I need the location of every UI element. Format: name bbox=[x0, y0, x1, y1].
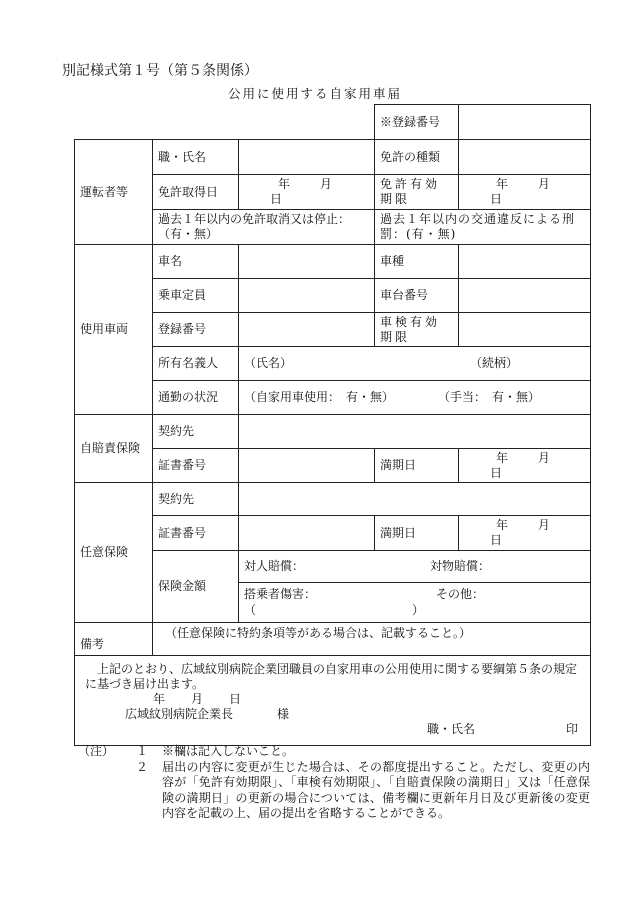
license-type-label: 免許の種類 bbox=[375, 140, 459, 175]
registration-value[interactable] bbox=[459, 105, 591, 140]
voluntary-cert-label: 証書番号 bbox=[153, 516, 239, 551]
note-text: 届出の内容に変更が生じた場合は、その都度提出すること。ただし、変更の内容が「免許有効期限」、「車検有効期限」、「自賠責保険の満期日」又は「任意保険の満期日」の更新の場合については、備考欄に更新年月日及び更新後の変更内容を記載の上、届の提出を省略することができる。 bbox=[162, 759, 590, 821]
vehicle-type-value[interactable] bbox=[459, 245, 591, 279]
commute-allowance: （手当： 有・無） bbox=[438, 390, 541, 404]
reg-no-label: 登録番号 bbox=[153, 313, 239, 347]
commute-car: （自家用車使用： 有・無） bbox=[244, 390, 395, 404]
date-day: 日 bbox=[270, 192, 283, 206]
compulsory-insurer-value[interactable] bbox=[239, 415, 591, 449]
addressee: 広域紋別病院企業長 bbox=[125, 707, 234, 721]
compulsory-insurer-label: 契約先 bbox=[153, 415, 239, 449]
voluntary-cert-value[interactable] bbox=[239, 516, 375, 551]
property-liability-label: 対物賠償： bbox=[430, 559, 491, 573]
vehicle-type-label: 車種 bbox=[375, 245, 459, 279]
insurance-amount-label: 保険金額 bbox=[153, 551, 239, 623]
driver-name-label: 職・氏名 bbox=[153, 140, 239, 175]
application-form-table bbox=[74, 104, 591, 746]
date-month: 月 bbox=[537, 450, 550, 465]
past-violation[interactable]: 過去１年以内の交通違反による刑罰：(有・無) bbox=[375, 210, 591, 245]
other-coverage-label: その他： bbox=[436, 586, 485, 601]
past-revocation[interactable]: 過去１年以内の免許取消又は停止：（有・無） bbox=[153, 210, 375, 245]
notes-head: （注） bbox=[78, 744, 115, 758]
voluntary-expiry-value[interactable] bbox=[459, 516, 591, 551]
owner-label: 所有名義人 bbox=[153, 347, 239, 381]
owner-value[interactable] bbox=[239, 347, 591, 381]
note-text: ※欄は記入しないこと。 bbox=[162, 744, 295, 758]
honorific: 様 bbox=[277, 707, 290, 721]
owner-relation-label: （続柄） bbox=[470, 356, 519, 370]
date-month: 月 bbox=[191, 692, 204, 706]
note-number: １ bbox=[136, 744, 149, 758]
chassis-label: 車台番号 bbox=[375, 279, 459, 313]
bodily-liability-label: 対人賠償： bbox=[244, 559, 305, 573]
commute-value[interactable] bbox=[239, 381, 591, 415]
remarks-value[interactable]: （任意保険に特約条項等がある場合は、記載すること。） bbox=[153, 623, 591, 656]
owner-name-label: （氏名） bbox=[244, 356, 293, 370]
voluntary-insurer-value[interactable] bbox=[239, 483, 591, 516]
date-month: 月 bbox=[537, 177, 550, 191]
voluntary-section-label: 任意保険 bbox=[75, 483, 153, 623]
passenger-injury-label: 搭乗者傷害： bbox=[244, 586, 317, 601]
compulsory-section-label: 自賠責保険 bbox=[75, 415, 153, 483]
voluntary-expiry-label: 満期日 bbox=[375, 516, 459, 551]
compulsory-cert-value[interactable] bbox=[239, 449, 375, 483]
license-type-value[interactable] bbox=[459, 140, 591, 175]
date-year: 年 bbox=[496, 450, 509, 465]
license-date-value[interactable] bbox=[239, 175, 375, 210]
notes-section bbox=[78, 744, 590, 822]
signer-label[interactable]: 職・氏名 bbox=[427, 722, 476, 736]
capacity-value[interactable] bbox=[239, 279, 375, 313]
commute-label: 通勤の状況 bbox=[153, 381, 239, 415]
chassis-value[interactable] bbox=[459, 279, 591, 313]
inspection-value[interactable] bbox=[459, 313, 591, 347]
date-year: 年 bbox=[153, 692, 166, 706]
date-year: 年 bbox=[496, 177, 509, 191]
driver-section-label: 運転者等 bbox=[75, 140, 153, 245]
blank-cell bbox=[75, 105, 375, 140]
form-title: 公用に使用する自家用車届 bbox=[227, 86, 402, 101]
compulsory-expiry-label: 満期日 bbox=[375, 449, 459, 483]
date-month: 月 bbox=[319, 177, 332, 191]
liability-coverage[interactable] bbox=[239, 551, 591, 583]
reg-no-value[interactable] bbox=[239, 313, 375, 347]
declaration-text: 上記のとおり、広域紋別病院企業団職員の自家用車の公用使用に関する要綱第５条の規定に基づき届け出ます。 bbox=[85, 662, 578, 691]
form-id: 別記様式第１号（第５条関係） bbox=[62, 63, 258, 79]
remarks-label: 備考 bbox=[75, 623, 153, 656]
date-day: 日 bbox=[490, 533, 503, 547]
note-number: ２ bbox=[136, 759, 149, 774]
date-day: 日 bbox=[490, 192, 503, 206]
other-coverage[interactable] bbox=[239, 583, 591, 623]
declaration-block bbox=[75, 656, 591, 746]
license-expiry-label: 免許有効期限 bbox=[375, 175, 459, 210]
date-day: 日 bbox=[229, 692, 242, 706]
compulsory-cert-label: 証書番号 bbox=[153, 449, 239, 483]
vehicle-name-value[interactable] bbox=[239, 245, 375, 279]
vehicle-section-label: 使用車両 bbox=[75, 245, 153, 415]
driver-name-value[interactable] bbox=[239, 140, 375, 175]
date-day: 日 bbox=[490, 465, 503, 480]
passenger-detail-paren: （ ） bbox=[244, 602, 425, 617]
capacity-label: 乗車定員 bbox=[153, 279, 239, 313]
date-year: 年 bbox=[278, 177, 291, 191]
compulsory-expiry-value[interactable] bbox=[459, 449, 591, 483]
license-date-label: 免許取得日 bbox=[153, 175, 239, 210]
vehicle-name-label: 車名 bbox=[153, 245, 239, 279]
seal-mark: 印 bbox=[565, 722, 578, 736]
voluntary-insurer-label: 契約先 bbox=[153, 483, 239, 516]
date-year: 年 bbox=[496, 518, 509, 532]
inspection-label: 車検有効期限 bbox=[375, 313, 459, 347]
date-month: 月 bbox=[537, 518, 550, 532]
registration-label: ※登録番号 bbox=[375, 105, 459, 140]
license-expiry-value[interactable] bbox=[459, 175, 591, 210]
